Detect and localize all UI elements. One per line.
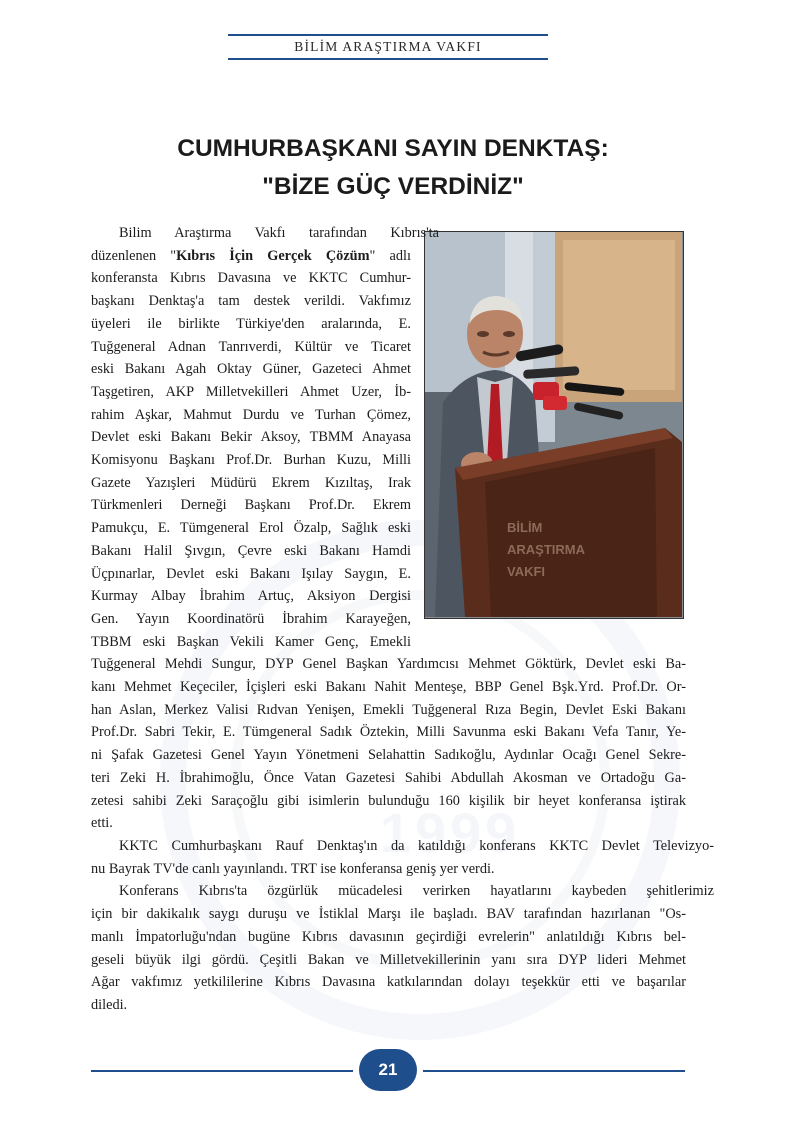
text-run: düzenlenen ": [91, 247, 177, 264]
podium-text-3: VAKFI: [507, 564, 546, 579]
text-line: Komisyonu Başkanı Prof.Dr. Burhan Kuzu, Milli: [91, 452, 411, 469]
text-line: Pamukçu, E. Tümgeneral Erol Özalp, Sağlık eski: [91, 520, 411, 537]
text-line: KKTC Cumhurbaşkanı Rauf Denktaş'ın da katıldığı konferans KKTC Devlet Televizyo-: [119, 837, 714, 854]
text-line: Kurmay Albay İbrahim Artuç, Aksiyon Dergisi: [91, 588, 411, 605]
podium-text-2: ARAŞTIRMA: [507, 542, 585, 557]
text-line: etti.: [91, 815, 113, 832]
article-title-line-1: CUMHURBAŞKANI SAYIN DENKTAŞ:: [177, 135, 609, 162]
paragraph-2: [91, 835, 714, 880]
podium-text-1: BİLİM: [507, 520, 543, 535]
text-run: " adlı: [369, 247, 411, 264]
text-line: Gen. Yayın Koordinatörü İbrahim Karayeğen,: [91, 610, 411, 627]
text-line: TBBM eski Başkan Vekili Kamer Genç, Emekli: [91, 633, 411, 650]
text-line: üyeleri ile birlikte Türkiye'den aralarında, E.: [91, 315, 411, 332]
text-line: Türkmenleri Derneği Başkanı Prof.Dr. Ekrem: [91, 497, 411, 514]
text-line: konferansta Kıbrıs Davasına ve KKTC Cumhur-: [91, 270, 411, 287]
bold-conference-name: Kıbrıs İçin Gerçek Çözüm: [176, 247, 370, 264]
page-number-badge: [359, 1049, 417, 1091]
text-line: Prof.Dr. Sabri Tekir, E. Tümgeneral Sadık Öztekin, Milli Savunma eski Bakanı Vefa Tanır, Ye-: [91, 724, 686, 741]
text-line: rahim Aşkar, Mahmut Durdu ve Turhan Çömez,: [91, 406, 411, 423]
article-body: [91, 222, 714, 1017]
paragraph-1: [91, 222, 686, 835]
text-line: Konferans Kıbrıs'ta özgürlük mücadelesi verirken hayatlarını kaybeden şehitlerimiz: [119, 883, 714, 900]
watermark-year: 1999: [379, 801, 521, 864]
text-line: han Aslan, Merkez Valisi Rıdvan Yenişen, Emekli Tuğgeneral Rıza Begin, Devlet Eski Bakanı: [91, 701, 686, 718]
text-line: eski Bakanı Agah Oktay Güner, Gazeteci Ahmet: [91, 361, 411, 378]
text-line: nu Bayrak TV'de canlı yayınlandı. TRT ise konferansa geniş yer verdi.: [91, 860, 495, 877]
text-line: Gazete Yazışleri Müdürü Ekrem Kızıltaş, Irak: [91, 474, 411, 491]
text-line: Tuğgeneral Mehdi Sungur, DYP Genel Başkan Yardımcısı Mehmet Göktürk, Devlet eski Ba-: [91, 656, 686, 673]
text-line: diledi.: [91, 996, 128, 1013]
text-line: geseli büyük ilgi gördü. Çeşitli Bakan ve Milletvekillerinin yanı sıra DYP lideri Mehmet: [91, 951, 686, 968]
text-line: kanı Mehmet Keçeciler, İçişleri eski Bakanı Nahit Menteşe, BBP Genel Bşk.Yrd. Prof.Dr. Or-: [91, 679, 686, 696]
text-line: Taşgetiren, AKP Milletvekilleri Ahmet Uzer, İb-: [91, 383, 411, 400]
text-line: teri Zeki H. İbrahimoğlu, Önce Vatan Gazetesi Sahibi Abdullah Akosman ve Ortadoğu Ga-: [91, 769, 686, 786]
text-line: manlı İmpatorluğu'ndan bugüne Kıbrıs davasının geçirdiği evrelerin" anlatıldığı Kıbrıs bel-: [91, 928, 686, 945]
text-line: Bilim Araştırma Vakfı tarafından Kıbrıs'ta: [119, 225, 439, 241]
page-number: 21: [378, 1060, 398, 1079]
text-line: Devlet eski Bakanı Bekir Aksoy, TBMM Anayasa: [91, 429, 411, 446]
running-header-title: BİLİM ARAŞTIRMA VAKFI: [294, 39, 482, 54]
text-line: zetesi sahibi Zeki Saraçoğlu gibi isimlerin bulunduğu 160 kişilik bir heyet konferansa iştirak: [91, 792, 686, 809]
text-line: Bakanı Halil Şıvgın, Çevre eski Bakanı Hamdi: [91, 542, 411, 559]
text-line: Ağar vakfımız yetkililerine Kıbrıs Davasına katkılarından dolayı teşekkür etti ve başarılar: [91, 974, 686, 991]
article-title: [60, 130, 726, 206]
text-line: Üçpınarlar, Devlet eski Bakanı Işılay Saygın, E.: [91, 565, 411, 582]
text-line: ni Şafak Gazetesi Genel Yayın Yönetmeni Selahattin Sadıkoğlu, Aydınlar Ocağı Genel Sekre-: [91, 747, 686, 764]
text-line: [91, 245, 411, 268]
text-line: Tuğgeneral Adnan Tanrıverdi, Kültür ve Ticaret: [91, 338, 411, 355]
footer-rule-left: [91, 1070, 353, 1072]
footer-rule-right: [423, 1070, 685, 1072]
text-line: için bir dakikalık saygı duruşu ve İstiklal Marşı ile başladı. BAV tarafından hazırlanan "Os-: [91, 906, 686, 923]
article-title-line-2: "BİZE GÜÇ VERDİNİZ": [262, 173, 524, 200]
paragraph-3: [91, 880, 714, 1016]
running-header: [228, 34, 548, 60]
text-line: başkanı Denktaş'a tam destek verildi. Vakfımız: [91, 293, 411, 310]
